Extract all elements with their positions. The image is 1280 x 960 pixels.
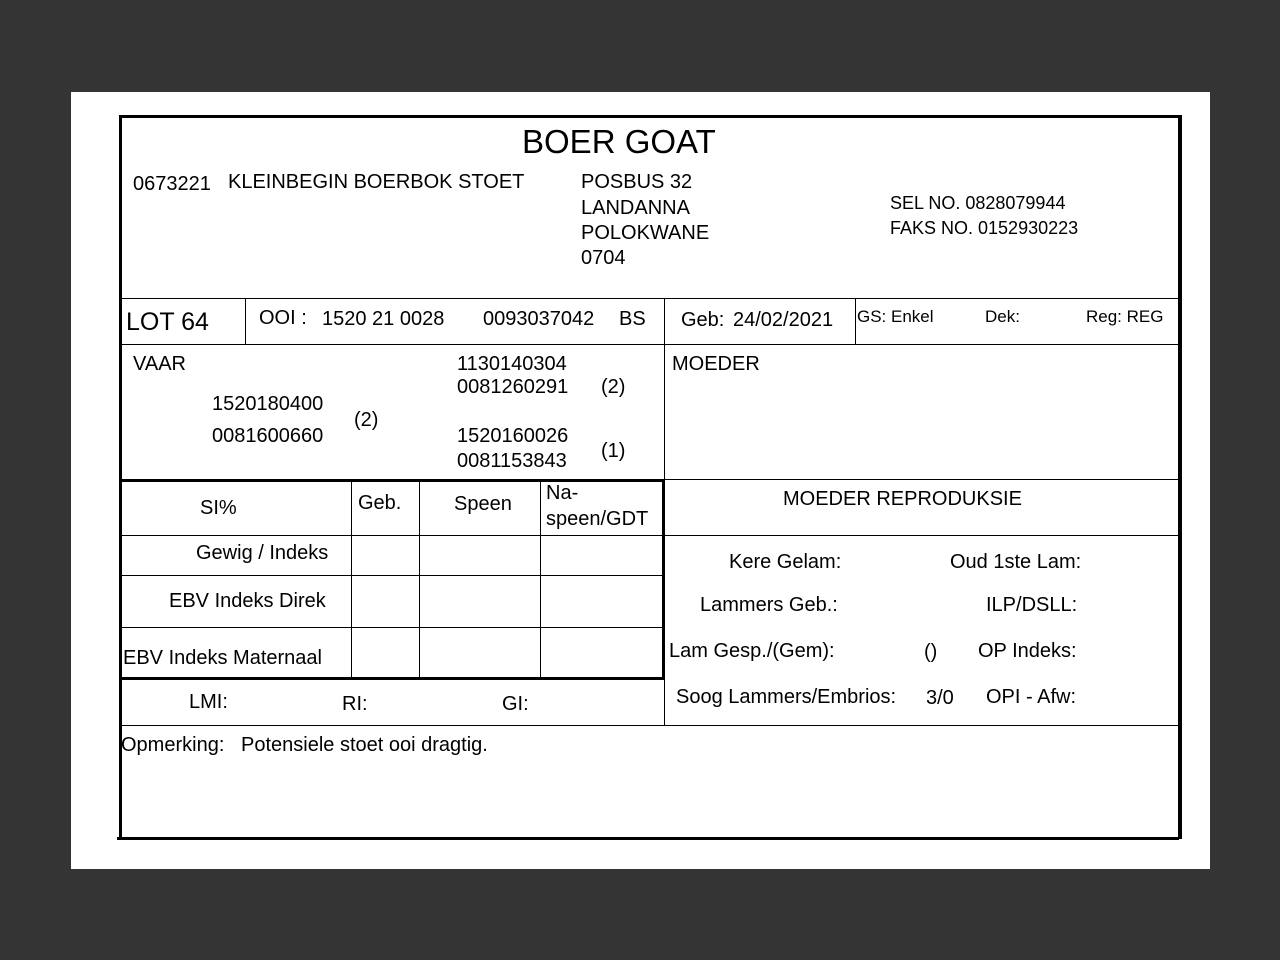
breeder-name: KLEINBEGIN BOERBOK STOET bbox=[228, 171, 525, 193]
lmi-label: LMI: bbox=[189, 691, 228, 713]
header-speen: Speen bbox=[454, 493, 512, 515]
address-line-2: LANDANNA bbox=[581, 197, 690, 219]
header-naspeen-line1: Na- bbox=[546, 482, 579, 504]
rule-col-naspeen bbox=[540, 482, 541, 678]
rule-remarks-top bbox=[121, 725, 1179, 726]
rule-col-geb bbox=[351, 482, 352, 678]
rule-perf-right bbox=[662, 482, 665, 678]
granddam-count: (1) bbox=[601, 440, 626, 462]
oud-1ste-lam-label: Oud 1ste Lam: bbox=[950, 551, 1082, 573]
lot-number: LOT 64 bbox=[126, 308, 209, 336]
card-title: BOER GOAT bbox=[522, 123, 716, 160]
reproduction-title: MOEDER REPRODUKSIE bbox=[783, 488, 1022, 510]
birth-date-label: Geb: bbox=[681, 309, 725, 331]
header-naspeen-line2: speen/GDT bbox=[546, 508, 649, 530]
rule-perf-row2 bbox=[121, 627, 664, 628]
vaar-label: VAAR bbox=[133, 353, 186, 375]
row-ebv-maternaal: EBV Indeks Maternaal bbox=[123, 647, 322, 669]
registration-code: BS bbox=[619, 308, 646, 330]
sire-id-1: 1520180400 bbox=[212, 393, 324, 415]
frame-left bbox=[119, 115, 122, 839]
rule-pedigree-bottom-left bbox=[121, 479, 664, 482]
breeder-code: 0673221 bbox=[133, 173, 211, 195]
rule-perf-header-bottom bbox=[121, 535, 1179, 536]
lam-gesp-value: () bbox=[924, 641, 938, 663]
ilp-dsll-label: ILP/DSLL: bbox=[986, 594, 1078, 616]
row-ebv-direk: EBV Indeks Direk bbox=[169, 590, 326, 612]
reg-status: Reg: REG bbox=[1086, 307, 1164, 326]
op-indeks-label: OP Indeks: bbox=[978, 640, 1077, 662]
rule-geb-divider bbox=[855, 299, 856, 344]
grandsire-count: (2) bbox=[601, 376, 626, 398]
lam-gesp-label: Lam Gesp./(Gem): bbox=[669, 640, 835, 662]
fax-number: FAKS NO. 0152930223 bbox=[890, 218, 1079, 238]
birth-date: 24/02/2021 bbox=[733, 309, 834, 331]
header-geb: Geb. bbox=[358, 492, 402, 514]
opi-afw-label: OPI - Afw: bbox=[986, 686, 1077, 708]
frame-bottom bbox=[117, 837, 1179, 840]
row-gewig-indeks: Gewig / Indeks bbox=[196, 542, 329, 564]
address-line-1: POSBUS 32 bbox=[581, 171, 693, 193]
remarks-text: Potensiele stoet ooi dragtig. bbox=[241, 734, 488, 756]
granddam-id-2: 0081153843 bbox=[457, 450, 567, 472]
rule-col-speen bbox=[419, 482, 420, 678]
rule-header-bottom bbox=[121, 298, 1179, 299]
ooi-id: 1520 21 0028 bbox=[322, 308, 445, 330]
sire-id-2: 0081600660 bbox=[212, 425, 324, 447]
granddam-id-1: 1520160026 bbox=[457, 425, 569, 447]
address-line-3: POLOKWANE bbox=[581, 222, 710, 244]
registration-id: 0093037042 bbox=[483, 308, 595, 330]
ooi-label: OOI : bbox=[259, 307, 307, 329]
rule-perf-bottom bbox=[121, 677, 665, 680]
phone-number: SEL NO. 0828079944 bbox=[890, 193, 1066, 213]
frame-right bbox=[1178, 115, 1182, 839]
rule-pedigree-bottom-right bbox=[664, 479, 1179, 480]
frame-top bbox=[119, 115, 1182, 118]
rule-lot-bottom bbox=[121, 344, 1179, 345]
rule-lot-divider bbox=[245, 299, 246, 344]
grandsire-id-2: 0081260291 bbox=[457, 376, 569, 398]
dek-label: Dek: bbox=[985, 307, 1020, 326]
lammers-geb-label: Lammers Geb.: bbox=[700, 594, 838, 616]
kere-gelam-label: Kere Gelam: bbox=[729, 551, 842, 573]
soog-value: 3/0 bbox=[926, 687, 954, 709]
gs-status: GS: Enkel bbox=[857, 307, 934, 326]
soog-label: Soog Lammers/Embrios: bbox=[676, 686, 897, 708]
grandsire-id-1: 1130140304 bbox=[457, 353, 567, 375]
remarks-label: Opmerking: bbox=[121, 734, 225, 756]
sire-count: (2) bbox=[354, 409, 379, 431]
gi-label: GI: bbox=[502, 693, 529, 715]
rule-perf-row1 bbox=[121, 575, 664, 576]
moeder-label: MOEDER bbox=[672, 353, 760, 375]
ri-label: RI: bbox=[342, 693, 368, 715]
header-si-percent: SI% bbox=[200, 497, 237, 519]
address-line-4: 0704 bbox=[581, 247, 626, 269]
